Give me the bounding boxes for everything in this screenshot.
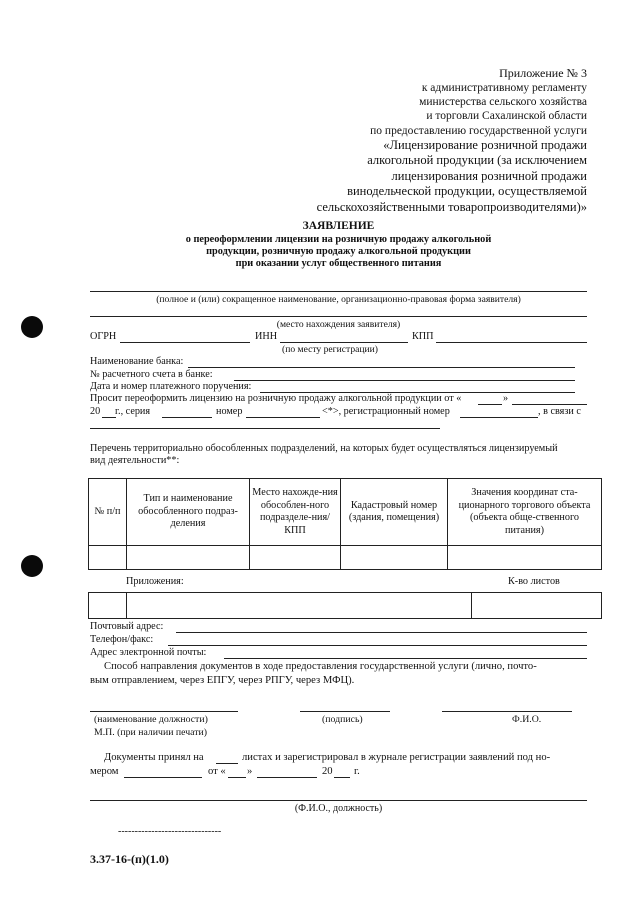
table-cell[interactable] (127, 546, 250, 570)
license-year-field[interactable] (102, 417, 116, 418)
applicant-name-line[interactable] (90, 291, 587, 292)
number-label: номер (216, 406, 243, 417)
fio-caption: Ф.И.О. (512, 714, 542, 725)
document-title: ЗАЯВЛЕНИЕ (302, 220, 375, 232)
table-cell[interactable] (341, 546, 448, 570)
request-text: Просит переоформить лицензию на розничную продажу алкогольной продукции от « (90, 393, 462, 404)
year-prefix: 20 (90, 406, 101, 417)
separate-units-table (88, 478, 602, 570)
kpp-field[interactable] (436, 342, 587, 343)
bank-account-field[interactable] (234, 380, 575, 381)
ogrn-label: ОГРН (90, 331, 117, 342)
document-subtitle-2: продукции, розничную продажу алкогольной продукции (206, 246, 471, 257)
number-field[interactable] (246, 417, 320, 418)
stamp-caption: М.П. (при наличии печати) (94, 727, 208, 738)
inn-field[interactable] (280, 342, 408, 343)
accepted-text-2c: » (247, 766, 253, 777)
document-subtitle-1: о переоформлении лицензии на розничную продажу алкогольной (185, 234, 492, 245)
ogrn-field[interactable] (120, 342, 250, 343)
series-field[interactable] (162, 417, 212, 418)
attachments-label: Приложения: (126, 576, 184, 587)
receiver-fio-caption: (Ф.И.О., должность) (294, 803, 383, 814)
attachments-table (88, 592, 602, 619)
postal-address-field[interactable] (176, 632, 587, 633)
location-caption: (место нахождения заявителя) (276, 319, 401, 330)
accepted-text-2e: г. (354, 766, 360, 777)
table-cell[interactable] (127, 593, 472, 619)
email-label: Адрес электронной почты: (90, 647, 207, 658)
accept-month-field[interactable] (257, 777, 317, 778)
appendix-line: лицензирования розничной продажи (391, 168, 587, 183)
document-subtitle-3: при оказании услуг общественного питания (235, 258, 442, 269)
accepted-text-1b: листах и зарегистрировал в журнале регистрации заявлений под но- (242, 752, 551, 763)
table-cell[interactable] (472, 593, 602, 619)
appendix-line: министерства сельского хозяйства (419, 96, 587, 109)
appendix-line: и торговли Сахалинской области (426, 110, 587, 123)
registration-number-label: <*>, регистрационный номер (322, 406, 450, 417)
punch-hole-bottom (21, 555, 43, 577)
header-type-name: Тип и наименование обособленного подраз-деления (127, 479, 250, 546)
license-day-field[interactable] (478, 404, 502, 405)
license-month-field[interactable] (512, 404, 587, 405)
in-connection-label: , в связи с (538, 406, 581, 417)
appendix-block (267, 66, 587, 215)
delivery-method-text-2: вым отправлением, через ЕПГУ, через РПГУ, через МФЦ). (90, 675, 355, 686)
table-row[interactable] (89, 593, 602, 619)
form-code: 3.37-16-(п)(1.0) (90, 852, 169, 866)
journal-number-field[interactable] (124, 777, 202, 778)
table-cell[interactable] (448, 546, 602, 570)
location-line[interactable] (90, 316, 587, 317)
fio-field[interactable] (442, 711, 572, 712)
appendix-line: алкогольной продукции (за исключением (367, 153, 587, 168)
appendix-line: по предоставлению государственной услуги (370, 124, 587, 137)
bank-account-label: № расчетного счета в банке: (90, 369, 213, 380)
appendix-line: винодельческой продукции, осуществляемой (347, 184, 587, 199)
bank-name-label: Наименование банка: (90, 356, 184, 367)
series-label: г., серия (115, 406, 151, 417)
separate-units-text-1: Перечень территориально обособленных подразделений, на которых будет осуществляться лицензируемый (90, 443, 558, 454)
table-cell[interactable] (250, 546, 341, 570)
accept-day-field[interactable] (228, 777, 246, 778)
delivery-method-text-1: Способ направления документов в ходе предоставления государственной услуги (лично, почто- (104, 661, 537, 672)
header-cadastral: Кадастровый номер (здания, помещения) (341, 479, 448, 546)
footnote-separator: ------------------------------- (118, 826, 222, 837)
sheet-count-label: К-во листов (508, 576, 560, 587)
receiver-fio-field[interactable] (90, 800, 587, 801)
signature-caption: (подпись) (322, 714, 363, 725)
quote-close: » (503, 393, 509, 404)
table-row[interactable] (89, 546, 602, 570)
email-field[interactable] (224, 658, 587, 659)
applicant-name-caption: (полное и (или) сокращенное наименование, организационно-правовая форма заявителя) (156, 294, 521, 305)
position-field[interactable] (90, 711, 238, 712)
header-coordinates: Значения координат ста-ционарного торгового объекта (объекта обще-ственного питания) (448, 479, 602, 546)
registration-caption: (по месту регистрации) (282, 344, 378, 355)
inn-label: ИНН (255, 331, 278, 342)
signature-field[interactable] (300, 711, 390, 712)
appendix-line: к административному регламенту (421, 82, 587, 94)
postal-address-label: Почтовый адрес: (90, 621, 164, 632)
table-cell[interactable] (89, 546, 127, 570)
accepted-text-1a: Документы принял на (104, 752, 204, 763)
sheets-count-field[interactable] (216, 763, 238, 764)
punch-hole-top (21, 316, 43, 338)
appendix-line: сельскохозяйственными товаропроизводителями)» (316, 199, 587, 214)
header-number: № п/п (89, 479, 127, 546)
registration-number-field[interactable] (460, 417, 538, 418)
phone-fax-field[interactable] (168, 645, 587, 646)
position-caption: (наименование должности) (94, 714, 208, 725)
bank-name-field[interactable] (188, 367, 575, 368)
header-location: Место нахожде-ния обособлен-ного подразделе-ния/КПП (250, 479, 341, 546)
phone-fax-label: Телефон/факс: (90, 634, 154, 645)
accept-year-field[interactable] (334, 777, 350, 778)
separate-units-text-2: вид деятельности**: (90, 455, 180, 466)
accepted-text-2d: 20 (322, 766, 333, 777)
reason-field[interactable] (90, 428, 440, 429)
accepted-text-2b: от « (208, 766, 226, 777)
appendix-line: «Лицензирование розничной продажи (383, 137, 587, 152)
table-cell[interactable] (89, 593, 127, 619)
accepted-text-2a: мером (90, 766, 119, 777)
kpp-label: КПП (412, 331, 434, 342)
payment-order-label: Дата и номер платежного поручения: (90, 381, 252, 392)
appendix-line: Приложение № 3 (499, 66, 587, 80)
table-header-row (89, 479, 602, 546)
